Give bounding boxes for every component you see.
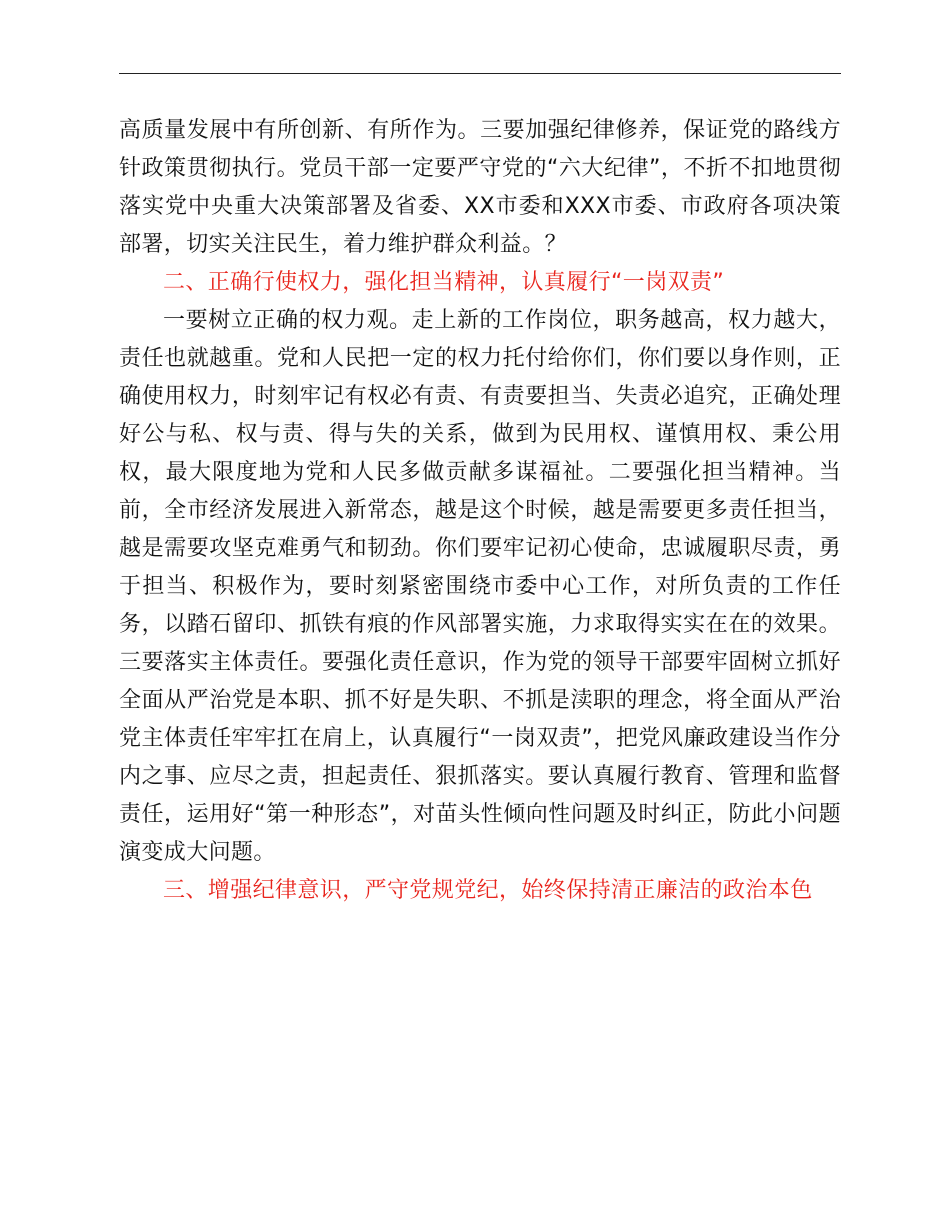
section-heading-2: 二、正确行使权力，强化担当精神，认真履行“一岗双责” xyxy=(163,270,725,295)
section-heading-3: 三、增强纪律意识，严守党规党纪，始终保持清正廉洁的政治本色 xyxy=(163,878,813,903)
paragraph-continuation: 高质量发展中有所创新、有所作为。三要加强纪律修养，保证党的路线方针政策贯彻执行。党员干部一定要严守党的“六大纪律”，不折不扣地贯彻落实党中央重大决策部署及省委、XX市委和XXX市委、市政府各项决策部署，切实关注民生，着力维护群众利益。？ xyxy=(119,118,841,257)
paragraph-section-2-body: 一要树立正确的权力观。走上新的工作岗位，职务越高，权力越大，责任也就越重。党和人民把一定的权力托付给你们，你们要以身作则，正确使用权力，时刻牢记有权必有责、有责要担当、失责必追究，正确处理好公与私、权与责、得与失的关系，做到为民用权、谨慎用权、秉公用权，最大限度地为党和人民多做贡献多谋福祉。二要强化担当精神。当前，全市经济发展进入新常态，越是这个时候，越是需要更多责任担当，越是需要攻坚克难勇气和韧劲。你们要牢记初心使命，忠诚履职尽责，勇于担当、积极作为，要时刻紧密围绕市委中心工作，对所负责的工作任务，以踏石留印、抓铁有痕的作风部署实施，力求取得实实在在的效果。三要落实主体责任。要强化责任意识，作为党的领导干部要牢固树立抓好全面从严治党是本职、抓不好是失职、不抓是渎职的理念，将全面从严治党主体责任牢牢扛在肩上，认真履行“一岗双责”，把党风廉政建设当作分内之事、应尽之责，担起责任、狠抓落实。要认真履行教育、管理和监督责任，运用好“第一种形态”，对苗头性倾向性问题及时纠正，防此小问题演变成大问题。 xyxy=(119,308,841,865)
document-body xyxy=(119,112,841,910)
header-rule xyxy=(119,73,841,74)
